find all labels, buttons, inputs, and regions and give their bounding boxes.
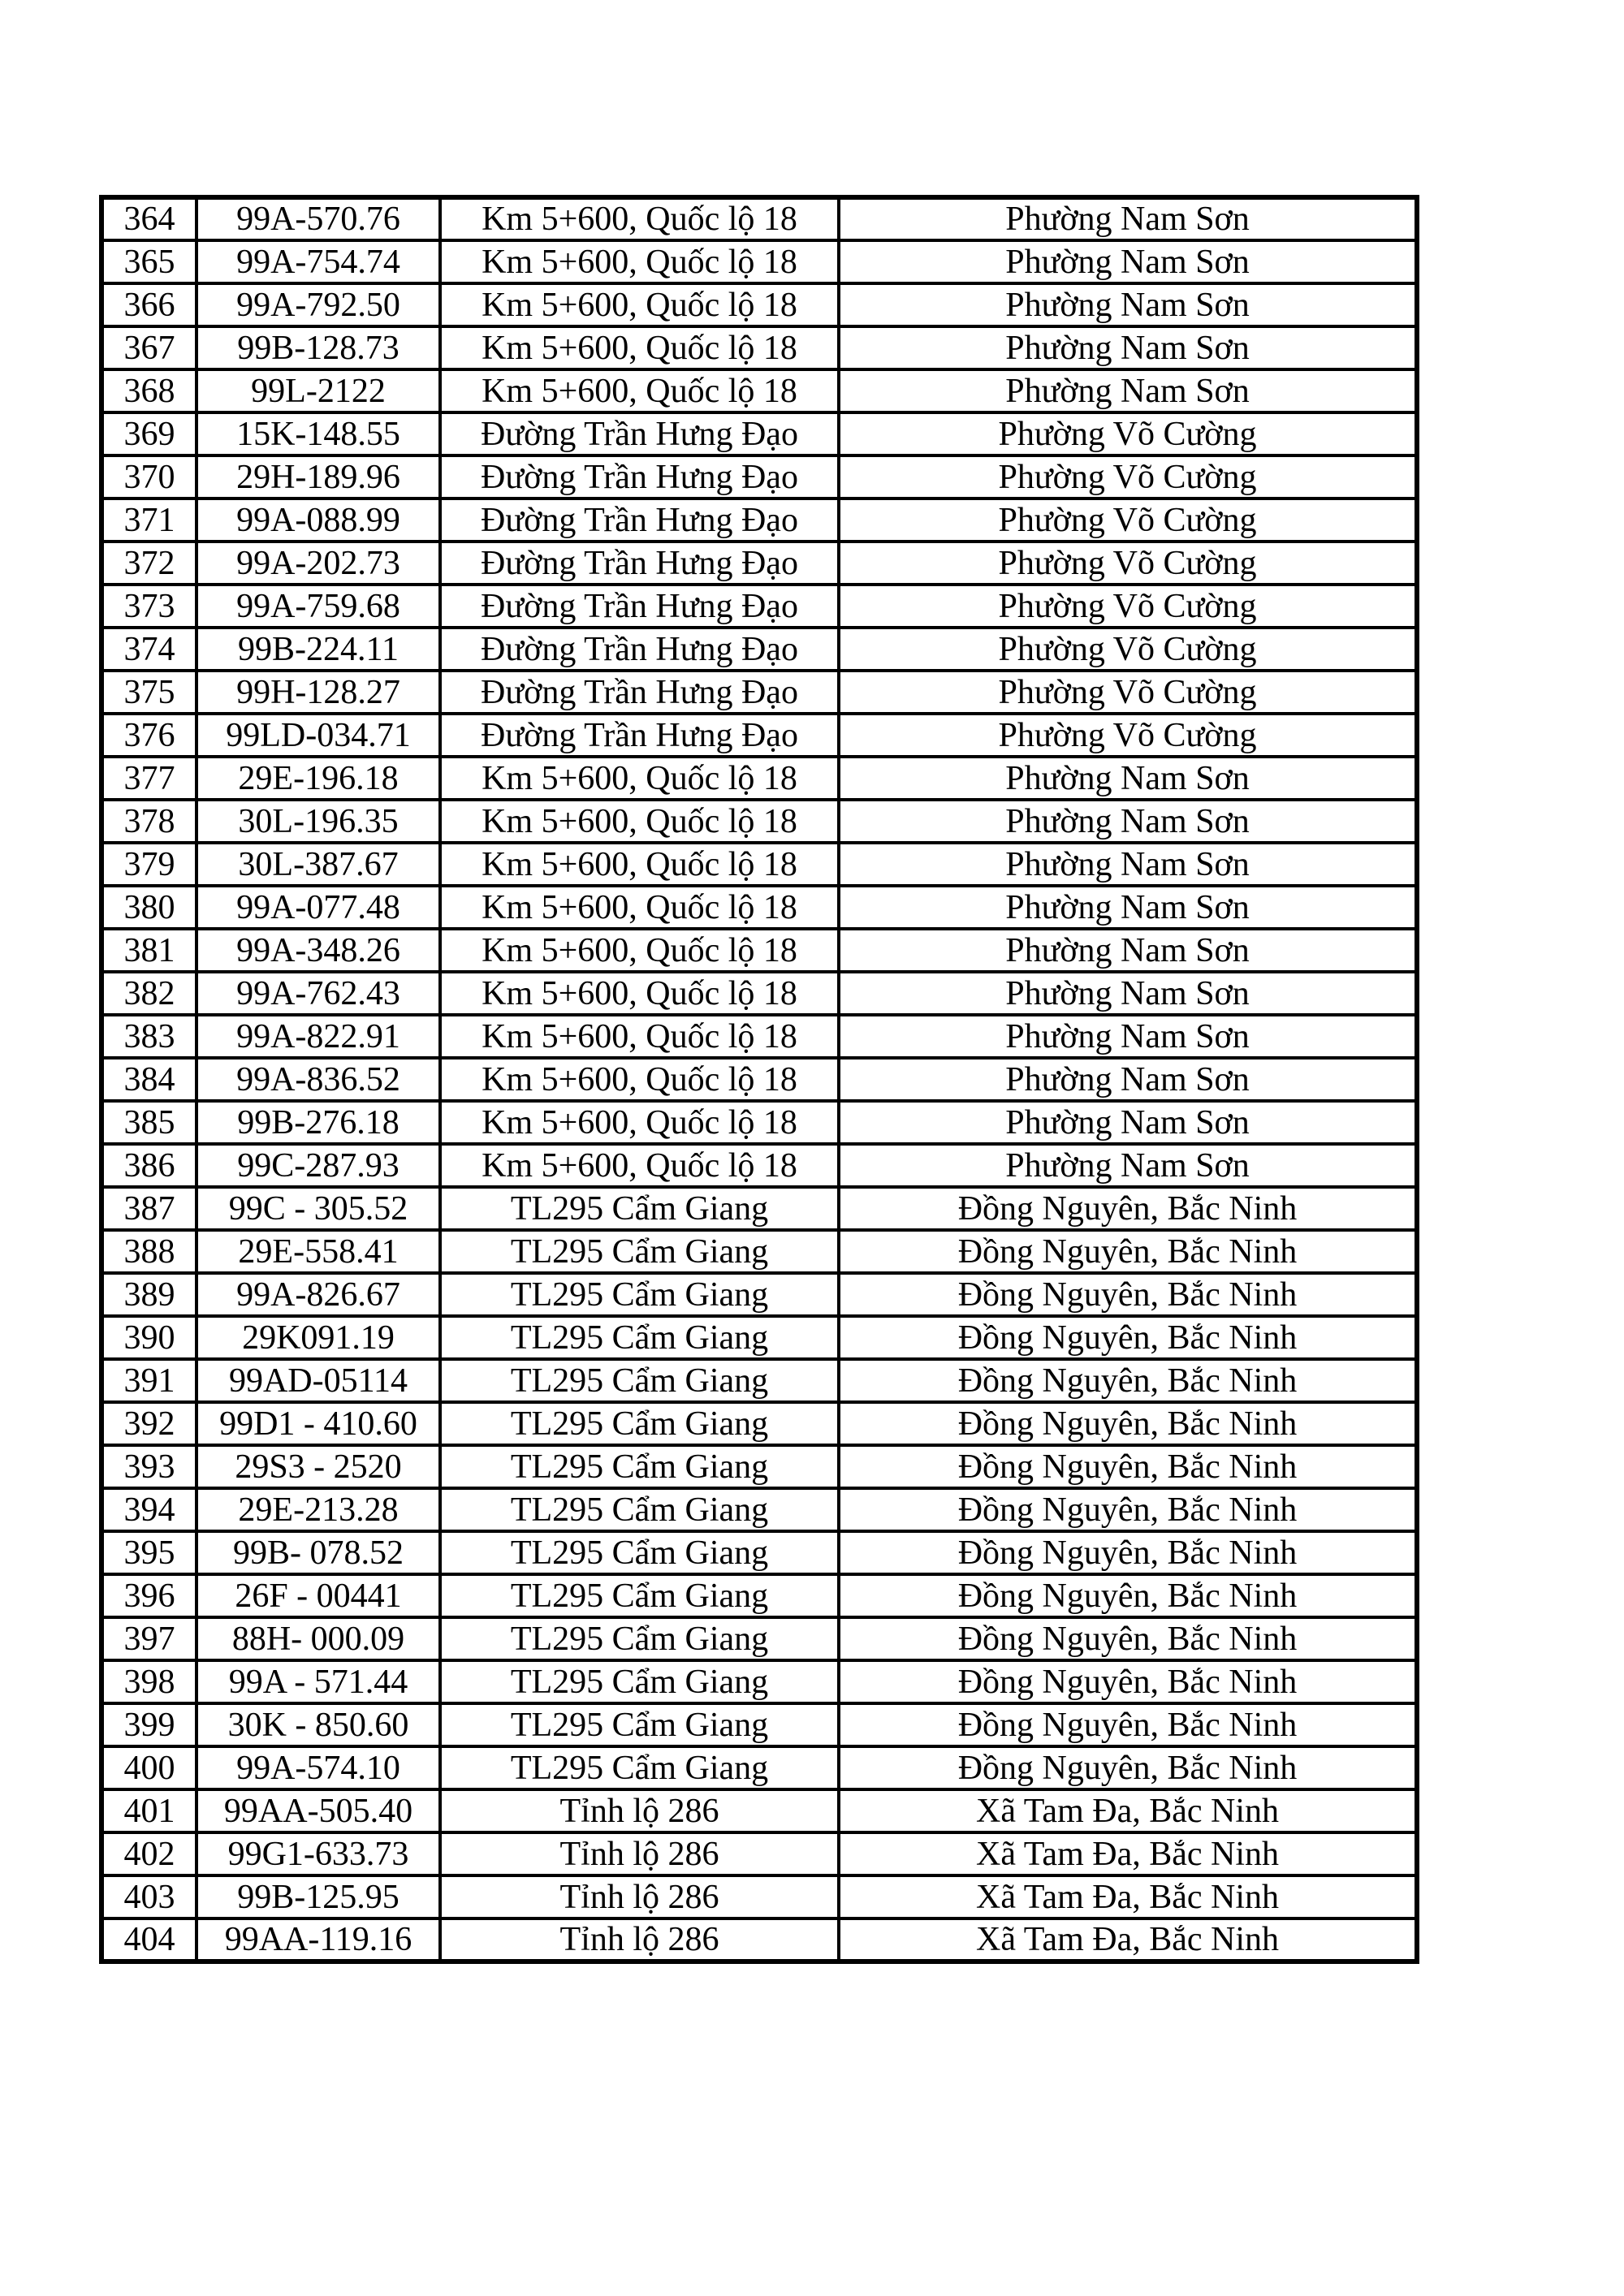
location-cell: Đường Trần Hưng Đạo: [440, 714, 839, 757]
location-cell: Km 5+600, Quốc lộ 18: [440, 369, 839, 412]
ward-cell: Đồng Nguyên, Bắc Ninh: [839, 1187, 1417, 1230]
location-cell: TL295 Cẩm Giang: [440, 1187, 839, 1230]
row-number-cell: 402: [102, 1832, 197, 1875]
ward-cell: Đồng Nguyên, Bắc Ninh: [839, 1660, 1417, 1703]
row-number-cell: 403: [102, 1875, 197, 1918]
ward-cell: Phường Nam Sơn: [839, 800, 1417, 843]
row-number-cell: 386: [102, 1144, 197, 1187]
license-plate-cell: 30L-196.35: [197, 800, 440, 843]
row-number-cell: 396: [102, 1574, 197, 1617]
ward-cell: Đồng Nguyên, Bắc Ninh: [839, 1402, 1417, 1445]
location-cell: Đường Trần Hưng Đạo: [440, 412, 839, 455]
row-number-cell: 367: [102, 326, 197, 369]
table-row: [102, 283, 1417, 326]
table-row: [102, 628, 1417, 671]
ward-cell: Đồng Nguyên, Bắc Ninh: [839, 1445, 1417, 1488]
row-number-cell: 375: [102, 671, 197, 714]
location-cell: Km 5+600, Quốc lộ 18: [440, 283, 839, 326]
table-row: [102, 1402, 1417, 1445]
location-cell: Km 5+600, Quốc lộ 18: [440, 1058, 839, 1101]
table-row: [102, 1832, 1417, 1875]
location-cell: Đường Trần Hưng Đạo: [440, 585, 839, 628]
row-number-cell: 381: [102, 929, 197, 972]
table-row: [102, 1574, 1417, 1617]
table-row: [102, 757, 1417, 800]
row-number-cell: 387: [102, 1187, 197, 1230]
row-number-cell: 364: [102, 197, 197, 240]
location-cell: TL295 Cẩm Giang: [440, 1531, 839, 1574]
table-row: [102, 972, 1417, 1015]
license-plate-cell: 99A-202.73: [197, 542, 440, 585]
license-plate-cell: 30K - 850.60: [197, 1703, 440, 1746]
location-cell: Tỉnh lộ 286: [440, 1875, 839, 1918]
location-cell: Đường Trần Hưng Đạo: [440, 628, 839, 671]
license-plate-cell: 99A-762.43: [197, 972, 440, 1015]
ward-cell: Đồng Nguyên, Bắc Ninh: [839, 1574, 1417, 1617]
table-row: [102, 369, 1417, 412]
table-row: [102, 800, 1417, 843]
ward-cell: Phường Võ Cường: [839, 671, 1417, 714]
ward-cell: Xã Tam Đa, Bắc Ninh: [839, 1789, 1417, 1832]
license-plate-cell: 99AA-505.40: [197, 1789, 440, 1832]
row-number-cell: 385: [102, 1101, 197, 1144]
ward-cell: Phường Nam Sơn: [839, 929, 1417, 972]
location-cell: TL295 Cẩm Giang: [440, 1273, 839, 1316]
row-number-cell: 373: [102, 585, 197, 628]
license-plate-cell: 99C - 305.52: [197, 1187, 440, 1230]
row-number-cell: 395: [102, 1531, 197, 1574]
row-number-cell: 368: [102, 369, 197, 412]
license-plate-cell: 99A - 571.44: [197, 1660, 440, 1703]
ward-cell: Phường Nam Sơn: [839, 1015, 1417, 1058]
table-row: [102, 714, 1417, 757]
row-number-cell: 391: [102, 1359, 197, 1402]
location-cell: Km 5+600, Quốc lộ 18: [440, 1015, 839, 1058]
license-plate-cell: 29K091.19: [197, 1316, 440, 1359]
ward-cell: Phường Nam Sơn: [839, 1101, 1417, 1144]
row-number-cell: 369: [102, 412, 197, 455]
table-body: [102, 197, 1417, 1962]
table-row: [102, 1660, 1417, 1703]
location-cell: Tỉnh lộ 286: [440, 1918, 839, 1962]
license-plate-cell: 15K-148.55: [197, 412, 440, 455]
location-cell: TL295 Cẩm Giang: [440, 1746, 839, 1789]
table-row: [102, 1273, 1417, 1316]
table-row: [102, 542, 1417, 585]
row-number-cell: 370: [102, 455, 197, 498]
license-plate-cell: 99A-088.99: [197, 498, 440, 542]
license-plate-cell: 29H-189.96: [197, 455, 440, 498]
license-plate-cell: 99B-276.18: [197, 1101, 440, 1144]
license-plate-cell: 99H-128.27: [197, 671, 440, 714]
table-row: [102, 1746, 1417, 1789]
row-number-cell: 371: [102, 498, 197, 542]
license-plate-cell: 99A-077.48: [197, 886, 440, 929]
row-number-cell: 389: [102, 1273, 197, 1316]
ward-cell: Xã Tam Đa, Bắc Ninh: [839, 1918, 1417, 1962]
ward-cell: Đồng Nguyên, Bắc Ninh: [839, 1703, 1417, 1746]
license-plate-cell: 99A-759.68: [197, 585, 440, 628]
location-cell: Đường Trần Hưng Đạo: [440, 455, 839, 498]
license-plate-cell: 99B-125.95: [197, 1875, 440, 1918]
ward-cell: Đồng Nguyên, Bắc Ninh: [839, 1488, 1417, 1531]
table-row: [102, 1445, 1417, 1488]
location-cell: Km 5+600, Quốc lộ 18: [440, 972, 839, 1015]
ward-cell: Đồng Nguyên, Bắc Ninh: [839, 1359, 1417, 1402]
location-cell: Km 5+600, Quốc lộ 18: [440, 240, 839, 283]
location-cell: Đường Trần Hưng Đạo: [440, 498, 839, 542]
location-cell: Đường Trần Hưng Đạo: [440, 542, 839, 585]
table-row: [102, 412, 1417, 455]
row-number-cell: 384: [102, 1058, 197, 1101]
location-cell: Km 5+600, Quốc lộ 18: [440, 757, 839, 800]
license-plate-cell: 99A-574.10: [197, 1746, 440, 1789]
table-row: [102, 1875, 1417, 1918]
ward-cell: Phường Võ Cường: [839, 585, 1417, 628]
row-number-cell: 379: [102, 843, 197, 886]
license-plate-cell: 99B- 078.52: [197, 1531, 440, 1574]
license-plate-cell: 99AA-119.16: [197, 1918, 440, 1962]
license-plate-cell: 29E-558.41: [197, 1230, 440, 1273]
row-number-cell: 372: [102, 542, 197, 585]
location-cell: TL295 Cẩm Giang: [440, 1660, 839, 1703]
location-cell: TL295 Cẩm Giang: [440, 1230, 839, 1273]
license-plate-table: [99, 195, 1419, 1964]
table-row: [102, 1703, 1417, 1746]
row-number-cell: 393: [102, 1445, 197, 1488]
license-plate-cell: 99A-826.67: [197, 1273, 440, 1316]
location-cell: Km 5+600, Quốc lộ 18: [440, 886, 839, 929]
ward-cell: Đồng Nguyên, Bắc Ninh: [839, 1617, 1417, 1660]
row-number-cell: 382: [102, 972, 197, 1015]
license-plate-cell: 29E-196.18: [197, 757, 440, 800]
location-cell: TL295 Cẩm Giang: [440, 1703, 839, 1746]
license-plate-cell: 99L-2122: [197, 369, 440, 412]
table-row: [102, 1101, 1417, 1144]
license-plate-cell: 99B-224.11: [197, 628, 440, 671]
ward-cell: Phường Võ Cường: [839, 498, 1417, 542]
row-number-cell: 390: [102, 1316, 197, 1359]
table-row: [102, 326, 1417, 369]
table-row: [102, 1789, 1417, 1832]
license-plate-cell: 99A-836.52: [197, 1058, 440, 1101]
location-cell: TL295 Cẩm Giang: [440, 1445, 839, 1488]
row-number-cell: 378: [102, 800, 197, 843]
location-cell: Km 5+600, Quốc lộ 18: [440, 800, 839, 843]
table-row: [102, 1359, 1417, 1402]
row-number-cell: 377: [102, 757, 197, 800]
row-number-cell: 365: [102, 240, 197, 283]
location-cell: TL295 Cẩm Giang: [440, 1316, 839, 1359]
location-cell: Km 5+600, Quốc lộ 18: [440, 197, 839, 240]
row-number-cell: 397: [102, 1617, 197, 1660]
ward-cell: Phường Nam Sơn: [839, 197, 1417, 240]
ward-cell: Phường Nam Sơn: [839, 972, 1417, 1015]
table-row: [102, 498, 1417, 542]
location-cell: TL295 Cẩm Giang: [440, 1359, 839, 1402]
table-row: [102, 1488, 1417, 1531]
row-number-cell: 376: [102, 714, 197, 757]
location-cell: TL295 Cẩm Giang: [440, 1617, 839, 1660]
license-plate-cell: 29E-213.28: [197, 1488, 440, 1531]
ward-cell: Phường Võ Cường: [839, 412, 1417, 455]
row-number-cell: 380: [102, 886, 197, 929]
license-plate-cell: 99G1-633.73: [197, 1832, 440, 1875]
ward-cell: Phường Nam Sơn: [839, 886, 1417, 929]
table-row: [102, 1617, 1417, 1660]
ward-cell: Xã Tam Đa, Bắc Ninh: [839, 1875, 1417, 1918]
location-cell: Tỉnh lộ 286: [440, 1832, 839, 1875]
ward-cell: Đồng Nguyên, Bắc Ninh: [839, 1531, 1417, 1574]
table-row: [102, 886, 1417, 929]
location-cell: Đường Trần Hưng Đạo: [440, 671, 839, 714]
ward-cell: Phường Võ Cường: [839, 542, 1417, 585]
ward-cell: Phường Nam Sơn: [839, 326, 1417, 369]
location-cell: Km 5+600, Quốc lộ 18: [440, 1144, 839, 1187]
ward-cell: Đồng Nguyên, Bắc Ninh: [839, 1316, 1417, 1359]
table-row: [102, 197, 1417, 240]
row-number-cell: 399: [102, 1703, 197, 1746]
ward-cell: Phường Võ Cường: [839, 455, 1417, 498]
row-number-cell: 404: [102, 1918, 197, 1962]
license-plate-cell: 88H- 000.09: [197, 1617, 440, 1660]
ward-cell: Phường Nam Sơn: [839, 757, 1417, 800]
ward-cell: Phường Võ Cường: [839, 628, 1417, 671]
table-row: [102, 1058, 1417, 1101]
license-plate-cell: 30L-387.67: [197, 843, 440, 886]
license-plate-cell: 99A-792.50: [197, 283, 440, 326]
location-cell: TL295 Cẩm Giang: [440, 1574, 839, 1617]
license-plate-cell: 99A-754.74: [197, 240, 440, 283]
location-cell: Km 5+600, Quốc lộ 18: [440, 929, 839, 972]
license-plate-cell: 99LD-034.71: [197, 714, 440, 757]
table-row: [102, 1015, 1417, 1058]
ward-cell: Phường Nam Sơn: [839, 240, 1417, 283]
location-cell: TL295 Cẩm Giang: [440, 1402, 839, 1445]
license-plate-cell: 99B-128.73: [197, 326, 440, 369]
row-number-cell: 392: [102, 1402, 197, 1445]
table-row: [102, 671, 1417, 714]
license-plate-cell: 99A-570.76: [197, 197, 440, 240]
license-plate-cell: 29S3 - 2520: [197, 1445, 440, 1488]
row-number-cell: 366: [102, 283, 197, 326]
table-row: [102, 843, 1417, 886]
table-row: [102, 1144, 1417, 1187]
ward-cell: Đồng Nguyên, Bắc Ninh: [839, 1273, 1417, 1316]
ward-cell: Phường Nam Sơn: [839, 843, 1417, 886]
location-cell: Km 5+600, Quốc lộ 18: [440, 843, 839, 886]
license-plate-cell: 99D1 - 410.60: [197, 1402, 440, 1445]
location-cell: TL295 Cẩm Giang: [440, 1488, 839, 1531]
ward-cell: Đồng Nguyên, Bắc Ninh: [839, 1746, 1417, 1789]
table-row: [102, 929, 1417, 972]
ward-cell: Phường Nam Sơn: [839, 283, 1417, 326]
row-number-cell: 388: [102, 1230, 197, 1273]
location-cell: Tỉnh lộ 286: [440, 1789, 839, 1832]
license-plate-cell: 26F - 00441: [197, 1574, 440, 1617]
ward-cell: Phường Nam Sơn: [839, 369, 1417, 412]
table-row: [102, 1531, 1417, 1574]
license-plate-cell: 99A-348.26: [197, 929, 440, 972]
location-cell: Km 5+600, Quốc lộ 18: [440, 1101, 839, 1144]
row-number-cell: 394: [102, 1488, 197, 1531]
ward-cell: Phường Nam Sơn: [839, 1144, 1417, 1187]
ward-cell: Phường Nam Sơn: [839, 1058, 1417, 1101]
ward-cell: Phường Võ Cường: [839, 714, 1417, 757]
table-row: [102, 240, 1417, 283]
table-row: [102, 585, 1417, 628]
license-plate-cell: 99A-822.91: [197, 1015, 440, 1058]
table-row: [102, 1316, 1417, 1359]
table-row: [102, 1230, 1417, 1273]
row-number-cell: 398: [102, 1660, 197, 1703]
table-row: [102, 1187, 1417, 1230]
table-row: [102, 1918, 1417, 1962]
license-plate-cell: 99C-287.93: [197, 1144, 440, 1187]
ward-cell: Đồng Nguyên, Bắc Ninh: [839, 1230, 1417, 1273]
row-number-cell: 383: [102, 1015, 197, 1058]
ward-cell: Xã Tam Đa, Bắc Ninh: [839, 1832, 1417, 1875]
license-plate-cell: 99AD-05114: [197, 1359, 440, 1402]
row-number-cell: 374: [102, 628, 197, 671]
row-number-cell: 400: [102, 1746, 197, 1789]
location-cell: Km 5+600, Quốc lộ 18: [440, 326, 839, 369]
table-row: [102, 455, 1417, 498]
row-number-cell: 401: [102, 1789, 197, 1832]
